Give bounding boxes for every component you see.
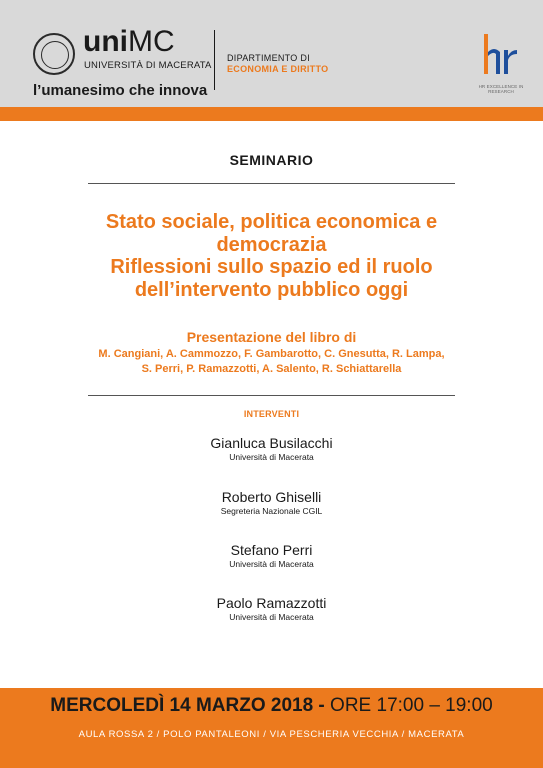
university-seal-icon	[33, 33, 75, 75]
speaker-name: Roberto Ghiselli	[221, 489, 322, 505]
speaker-item	[0, 435, 543, 463]
speaker-name: Gianluca Busilacchi	[210, 435, 333, 451]
department-label: DIPARTIMENTO DI	[227, 53, 311, 63]
speaker-name: Stefano Perri	[230, 542, 313, 558]
event-title	[40, 211, 503, 301]
title-line: dell’intervento pubblico oggi	[134, 278, 409, 301]
event-type: SEMINARIO	[229, 152, 314, 168]
hr-excellence-logo-icon	[480, 28, 520, 82]
logo-uni-text: uni	[83, 25, 128, 58]
speaker-item	[0, 542, 543, 570]
book-authors	[0, 347, 543, 377]
unimc-logo	[83, 27, 175, 57]
event-datetime	[0, 695, 543, 717]
event-time: ORE 17:00 – 19:00	[324, 695, 493, 716]
divider-middle	[88, 395, 455, 396]
title-line: Stato sociale, politica economica e	[105, 211, 438, 233]
authors-line: M. Cangiani, A. Cammozzo, F. Gambarotto, C. Gnesutta, R. Lampa,	[98, 348, 445, 360]
title-line: democrazia	[216, 233, 327, 256]
speaker-item	[0, 489, 543, 517]
book-presentation-label: Presentazione del libro di	[186, 329, 357, 345]
hr-caption: HR EXCELLENCE IN RESEARCH	[478, 84, 524, 94]
department-name: ECONOMIA E DIRITTO	[227, 64, 329, 74]
speaker-item	[0, 595, 543, 623]
university-name: UNIVERSITÀ DI MACERATA	[84, 60, 212, 71]
university-tagline: l’umanesimo che innova	[33, 82, 208, 99]
interventi-heading: INTERVENTI	[243, 409, 300, 419]
speaker-affiliation: Università di Macerata	[229, 559, 314, 569]
speaker-affiliation: Segreteria Nazionale CGIL	[220, 506, 323, 516]
divider-top	[88, 183, 455, 184]
event-date: MERCOLEDÌ 14 MARZO 2018 -	[50, 695, 325, 716]
speaker-affiliation: Università di Macerata	[229, 452, 314, 462]
event-location: AULA ROSSA 2 / POLO PANTALEONI / VIA PESCHERIA VECCHIA / MACERATA	[78, 729, 465, 740]
title-line: Riflessioni sullo spazio ed il ruolo	[110, 256, 433, 278]
speaker-name: Paolo Ramazzotti	[216, 595, 327, 611]
header-divider	[214, 30, 215, 90]
logo-mc-text: MC	[128, 25, 175, 58]
authors-line: S. Perri, P. Ramazzotti, A. Salento, R. Schiattarella	[141, 363, 402, 375]
header-accent-strip	[0, 107, 543, 121]
speaker-affiliation: Università di Macerata	[229, 612, 314, 622]
